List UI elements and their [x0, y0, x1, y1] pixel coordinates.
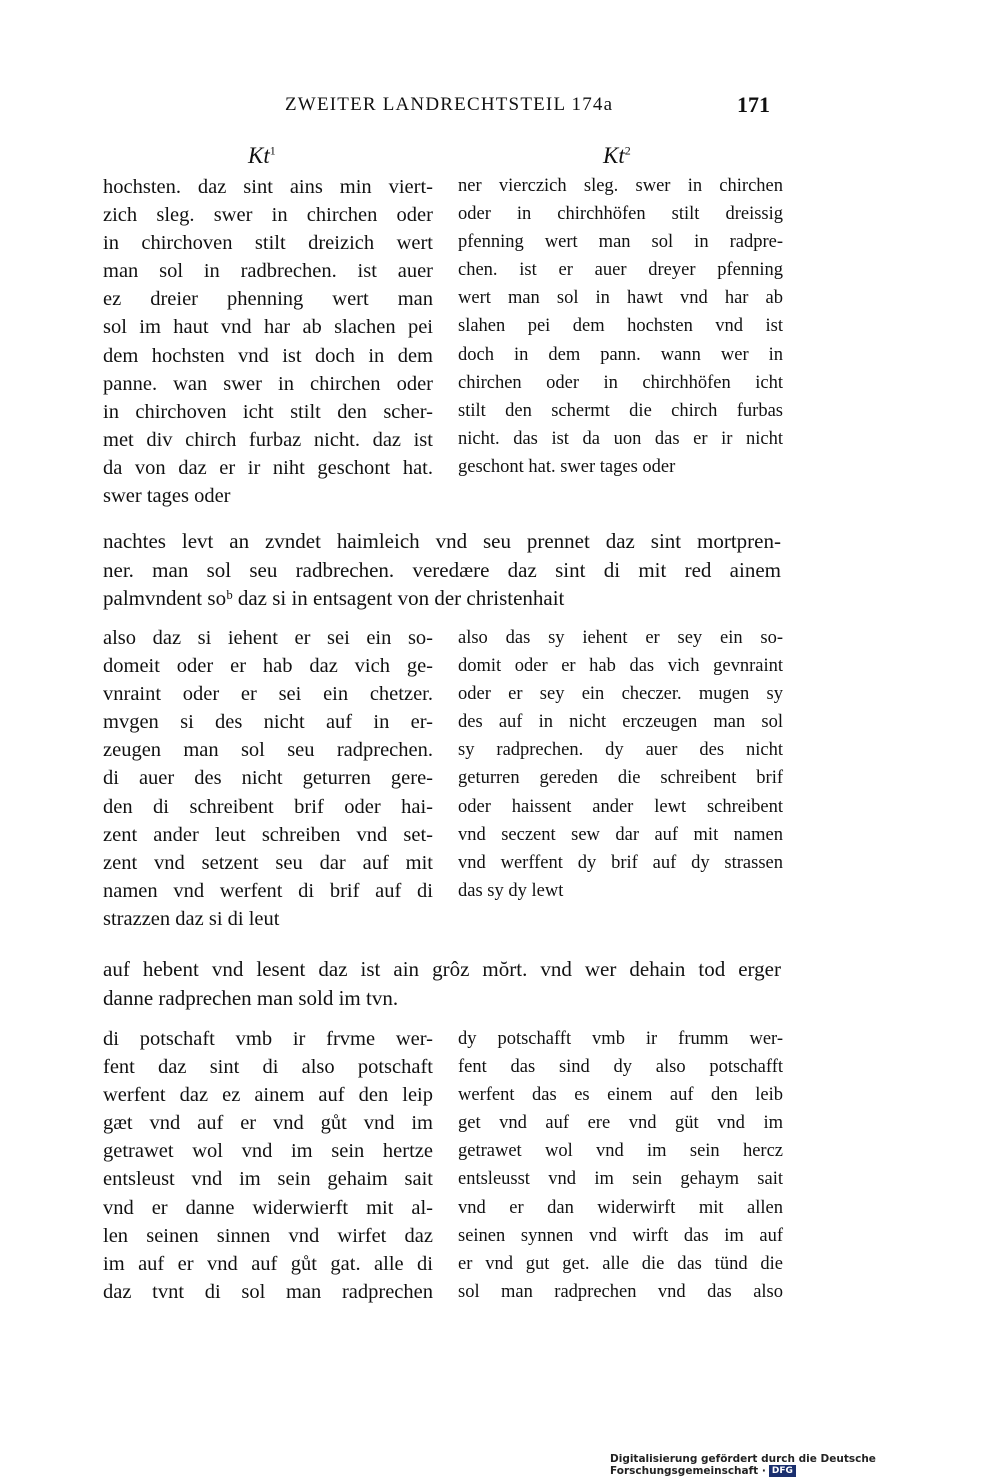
text-line: fent das sind dy also potschafft	[458, 1057, 783, 1078]
text-line: vnd seczent sew dar auf mit namen	[458, 824, 783, 845]
text-line: domeit oder er hab daz vich ge-	[103, 655, 433, 678]
text-line: strazzen daz si di leut	[103, 907, 280, 930]
running-title: ZWEITER LANDRECHTSTEIL 174a	[285, 94, 614, 115]
text-line: entsleust vnd im sein gehaim sait	[103, 1168, 433, 1191]
section2-left-column	[103, 624, 433, 933]
text-line: vnraint oder er sei ein chetzer.	[103, 683, 433, 706]
text-line: entsleusst vnd im sein gehaym sait	[458, 1169, 783, 1190]
text-line: len seinen sinnen vnd wirfet daz	[103, 1224, 433, 1247]
text-line: slahen pei dem hochsten vnd ist	[458, 316, 783, 337]
text-line: wert man sol in hawt vnd har ab	[458, 288, 783, 309]
text-line: dy potschafft vmb ir frumm wer-	[458, 1029, 783, 1049]
text-line: nicht. das ist da uon das er ir nicht	[458, 428, 783, 449]
text-line: swer tages oder	[103, 485, 231, 508]
section1-left-column	[103, 173, 433, 510]
text-line: man sol in radbrechen. ist auer	[103, 260, 433, 283]
text-line: panne. wan swer in chirchen oder	[103, 372, 433, 395]
text-line: des auf in nicht erczeugen man sol	[458, 712, 783, 733]
text-line: daz tvnt di sol man radprechen	[103, 1280, 433, 1303]
section1-right-column	[458, 172, 783, 481]
text-line: den di schreibent brif oder hai-	[103, 795, 433, 818]
page-header	[0, 94, 1000, 126]
text-line: oder haissent ander lewt schreibent	[458, 796, 783, 817]
text-line: vnd er dan widerwirft mit allen	[458, 1197, 783, 1218]
text-line: getrawet wol vnd im sein hercz	[458, 1141, 783, 1162]
full-width-paragraph-1	[103, 527, 781, 613]
footer-credit	[610, 1453, 1000, 1477]
text-line: oder in chirchhöfen stilt dreissig	[458, 204, 783, 225]
text-line: oder er sey ein checzer. mugen sy	[458, 684, 783, 705]
text-line: dem hochsten vnd ist doch in dem	[103, 344, 433, 367]
text-line: chen. ist er auer dreyer pfenning	[458, 260, 783, 281]
section2-right-column	[458, 624, 783, 905]
full-width-paragraph-2	[103, 955, 781, 1012]
text-line: da von daz er ir niht geschont hat.	[103, 456, 433, 479]
text-line: hochsten. daz sint ains min viert-	[103, 176, 433, 198]
text-line: vnd werffent dy brif auf dy strassen	[458, 852, 783, 873]
text-line: in chirchoven icht stilt den scher-	[103, 400, 433, 423]
text-line: di potschaft vmb ir frvme wer-	[103, 1028, 433, 1050]
text-line: zent ander leut schreiben vnd set-	[103, 823, 433, 846]
text-line: mvgen si des nicht auf in er-	[103, 711, 433, 734]
text-line: gæt vnd auf er vnd gůt vnd im	[103, 1112, 433, 1135]
text-line: seinen synnen vnd wirft das im auf	[458, 1225, 783, 1246]
text-line: ez dreier phenning wert man	[103, 288, 433, 311]
text-line: zich sleg. swer in chirchen oder	[103, 204, 433, 227]
text-line: das sy dy lewt	[458, 880, 564, 901]
text-line: doch in dem pann. wann wer in	[458, 344, 783, 365]
text-line: also das sy iehent er sey ein so-	[458, 628, 783, 648]
page-number: 171	[737, 92, 770, 117]
text-line: di auer des nicht geturren gere-	[103, 767, 433, 790]
text-line: stilt den schermt die chirch furbas	[458, 400, 783, 421]
text-line: vnd er danne widerwierft mit al-	[103, 1196, 433, 1219]
left-column-heading: Kt$^1$	[248, 143, 276, 168]
text-line: getrawet wol vnd im sein hertze	[103, 1140, 433, 1163]
section3-right-column	[458, 1025, 783, 1306]
text-line: sy radprechen. dy auer des nicht	[458, 740, 783, 761]
text-line: zeugen man sol seu radprechen.	[103, 739, 433, 762]
text-line: sol im haut vnd har ab slachen pei	[103, 316, 433, 339]
text-line: geschont hat. swer tages oder	[458, 456, 676, 477]
text-line: er vnd gut get. alle die das tünd die	[458, 1253, 783, 1274]
text-line: im auf er vnd auf gůt gat. alle di	[103, 1252, 433, 1275]
text-line: domit oder er hab das vich gevnraint	[458, 656, 783, 677]
text-line: auf hebent vnd lesent daz ist ain grôz mŏrt. vnd wer dehain tod erger	[103, 957, 781, 981]
dfg-logo: DFG	[769, 1465, 796, 1477]
text-line: ner. man sol seu radbrechen. veredære daz sint di mit red ainem	[103, 557, 781, 582]
text-line: ner vierczich sleg. swer in chirchen	[458, 176, 783, 196]
text-line: danne radprechen man sold im tvn.	[103, 985, 399, 1010]
right-column-heading: Kt$^2$	[603, 143, 631, 168]
text-line: in chirchoven stilt dreizich wert	[103, 232, 433, 255]
text-line: chirchen oder in chirchhöfen icht	[458, 372, 783, 393]
footer-text: Digitalisierung gefördert durch die Deutsche Forschungsgemeinschaft ·	[610, 1453, 876, 1477]
text-line: pfenning wert man sol in radpre-	[458, 232, 783, 253]
text-line: get vnd auf ere vnd güt vnd im	[458, 1113, 783, 1134]
text-line: also daz si iehent er sei ein so-	[103, 627, 433, 649]
text-line: palmvndent soᵇ daz si in entsagent von der christenhait	[103, 586, 565, 610]
text-line: geturren gereden die schreibent brif	[458, 768, 783, 789]
text-line: fent daz sint di also potschaft	[103, 1056, 433, 1079]
text-line: werfent daz ez ainem auf den leip	[103, 1084, 433, 1107]
text-line: werfent das es einem auf den leib	[458, 1085, 783, 1106]
text-line: nachtes levt an zvndet haimleich vnd seu prennet daz sint mortpren-	[103, 529, 781, 553]
section3-left-column	[103, 1025, 433, 1306]
text-line: met div chirch furbaz nicht. daz ist	[103, 428, 433, 451]
text-line: sol man radprechen vnd das also	[458, 1281, 783, 1302]
text-line: namen vnd werfent di brif auf di	[103, 879, 433, 902]
text-line: zent vnd setzent seu dar auf mit	[103, 851, 433, 874]
